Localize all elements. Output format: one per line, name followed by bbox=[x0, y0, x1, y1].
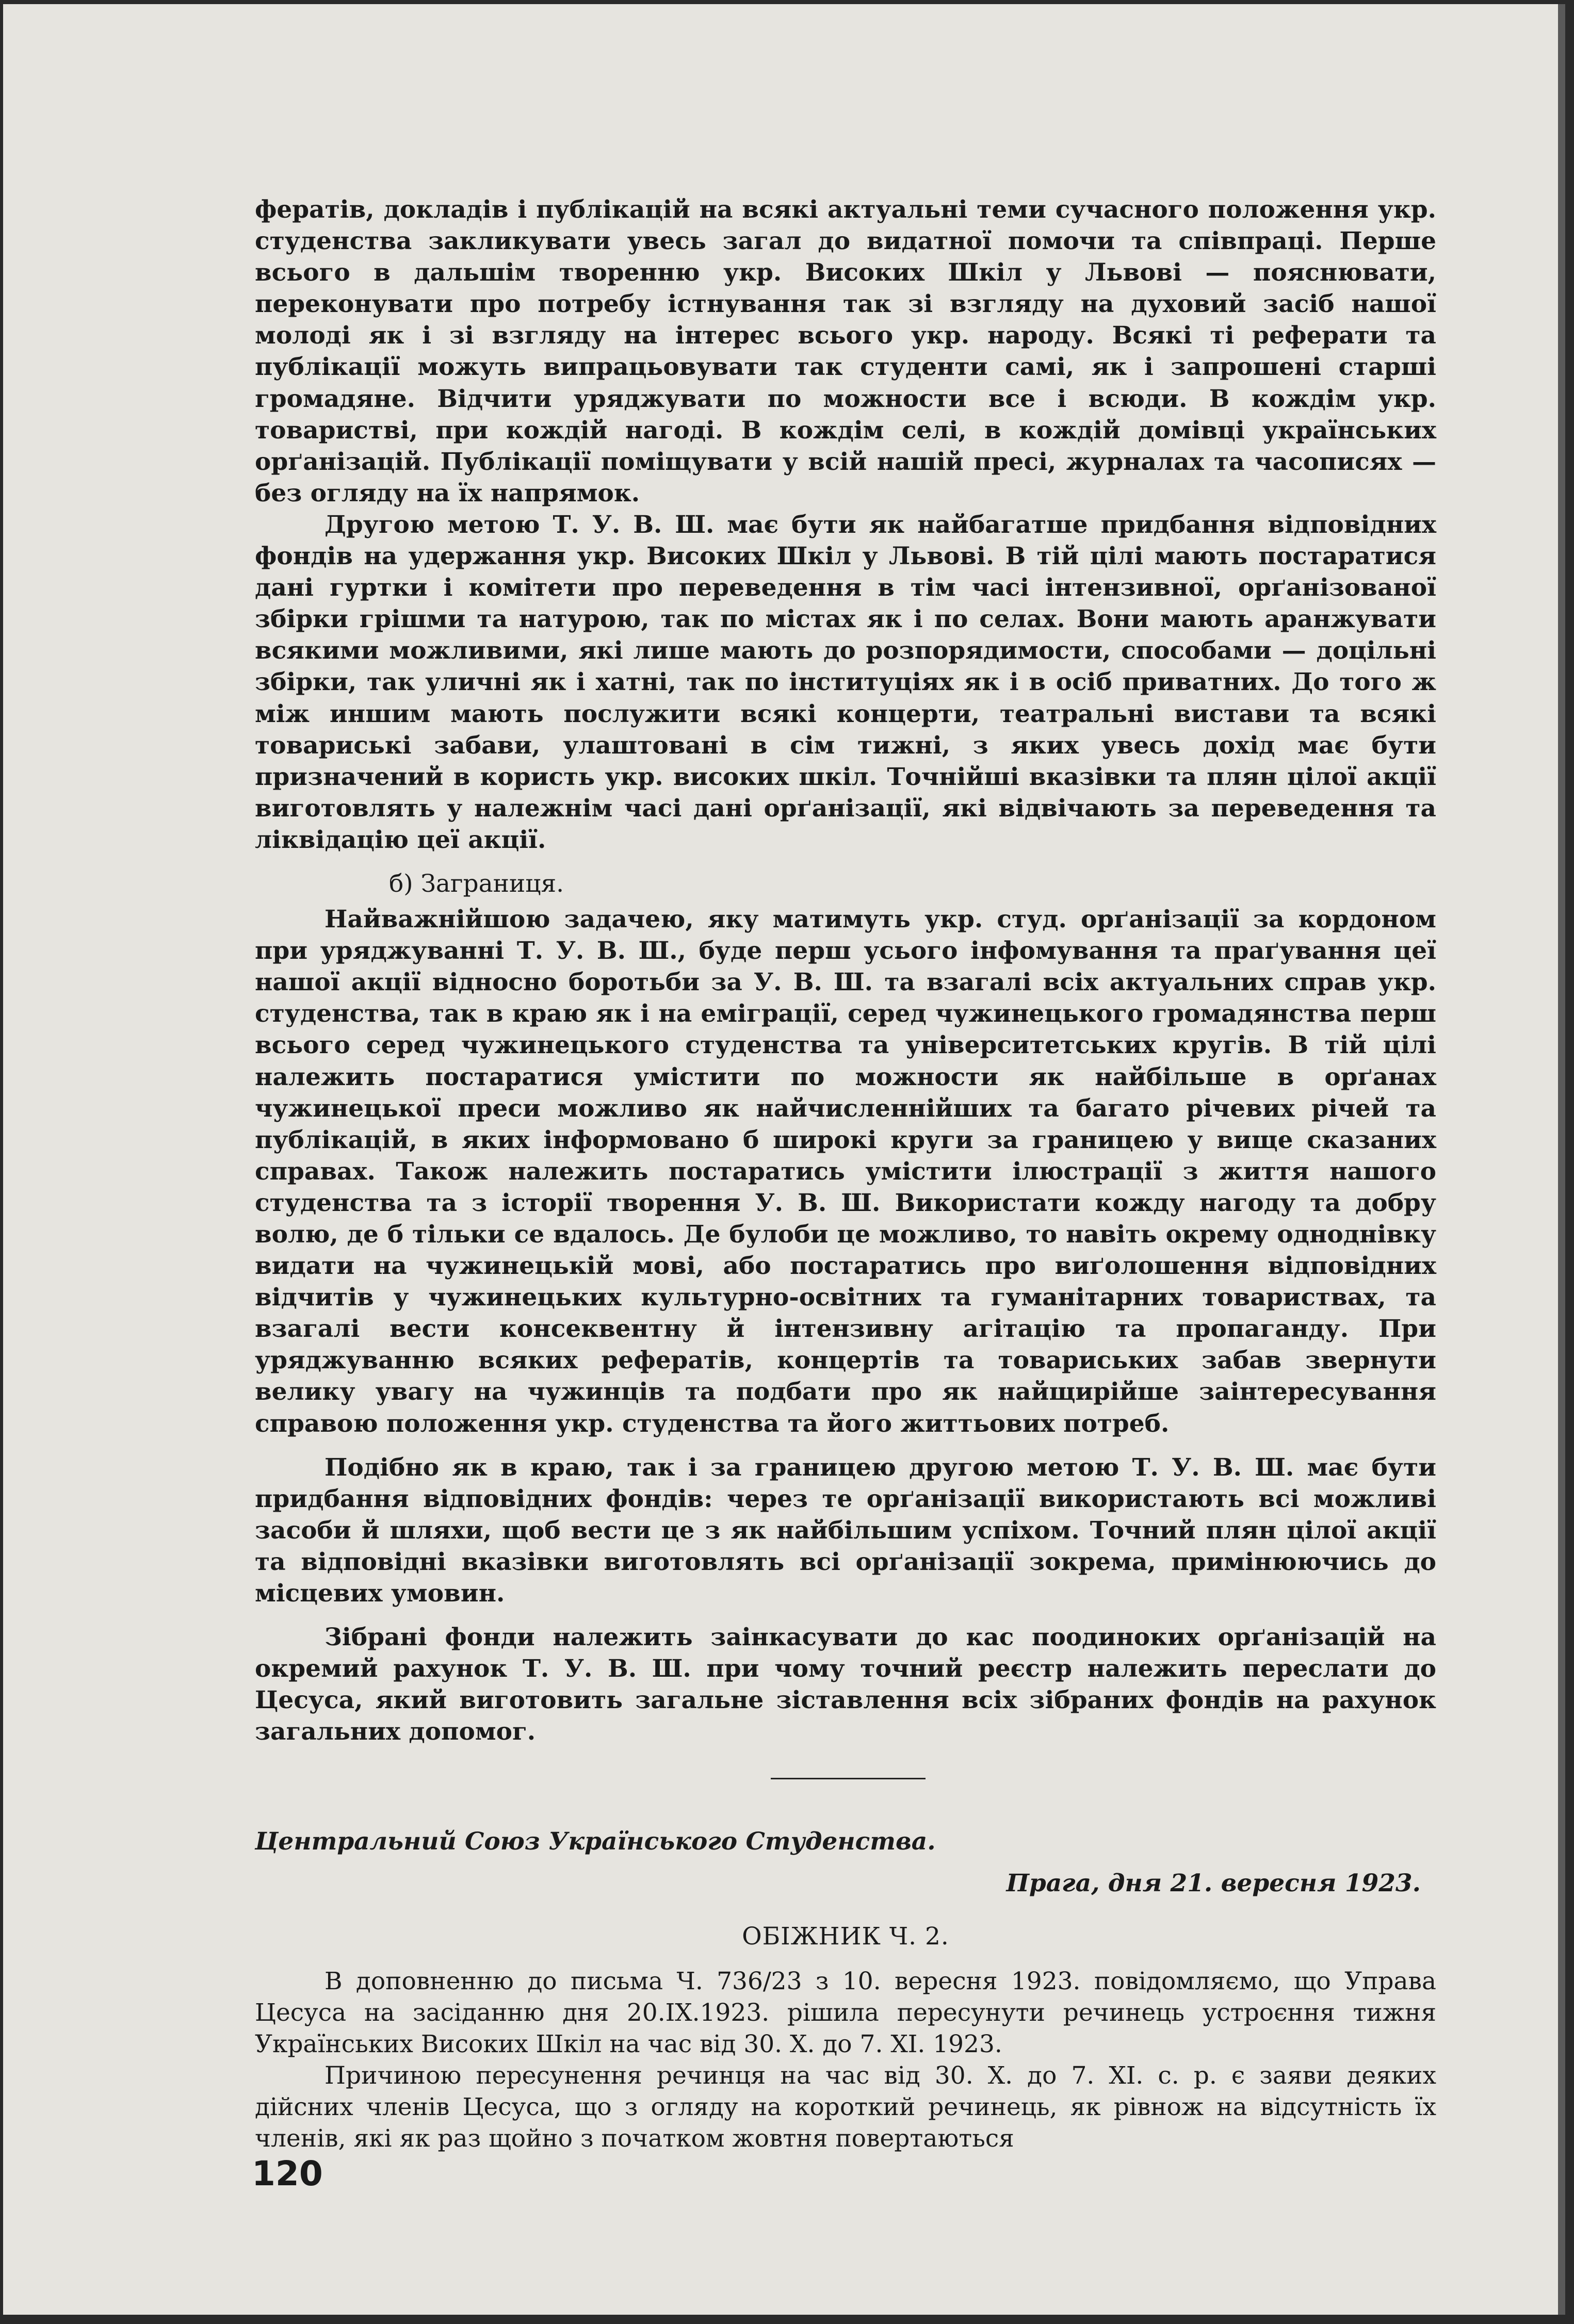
divider-rule bbox=[771, 1778, 926, 1779]
paragraph-6: В доповненню до письма Ч. 736/23 з 10. вересня 1923. повідомляємо, що Управа Цесуса на засіданню дня 20.IX.1923. рішила пересунути речинець устроєння тижня Українських Високих Шкіл на час від 30. X. до 7. XI. 1923. bbox=[255, 1967, 1436, 2058]
organization-line: Центральний Союз Українського Студенства. bbox=[255, 1827, 936, 1856]
paragraph-4: Подібно як в краю, так і за границею другою метою Т. У. В. Ш. має бути придбання відповідних фондів: через те орґанізації використають всі можливі засоби й шляхи, щоб вести це з як найбільшим успіхом. Точний плян цілої акції та відповідні вказівки виготовлять всі орґанізації зокрема, примінюючись до місцевих умовин. bbox=[255, 1453, 1436, 1608]
document-page bbox=[3, 4, 1565, 2315]
section-heading-b: б) Заграниця. bbox=[389, 869, 564, 898]
paragraph-1: ферaтів, докладів і публікацій на всякі актуальні теми сучасного положення укр. студенства закликувати увесь загал до видатної помочи та співпраці. Перше всього в дальшім творенню укр. Високих Шкіл у Львові — пояснювати, переконувати про потребу істнування так зі взгляду на духовий засіб нашої молоді як і зі взгляду на інтерес всього укр. народу. Всякі ті реферати та публікації можуть випрацьовувати так студенти самі, як і запрошені старші громадяне. Відчити уряджувати по можности все і всюди. В кождім укр. товаристві, при кождій нагоді. В кождім селі, в кождій домівці українських орґанізацій. Публікації поміщувати у всій нашій пресі, журналах та часописях — без огляду на їх напрямок. bbox=[255, 195, 1436, 508]
date-line: Прага, дня 21. вересня 1923. bbox=[1006, 1869, 1421, 1897]
paragraph-2: Другою метою Т. У. В. Ш. має бути як найбагатше придбання відповідних фондів на удержання укр. Високих Шкіл у Львові. В тій цілі мають постаратися дані гуртки і комітети про переведення в тім часі інтензивної, орґанізованої збірки грішми та натурою, так по містах як і по селах. Вони мають аранжувати всякими можливими, які лише мають до розпорядимости, способами — доцільні збірки, так уличні як і хатні, так по інституціях як і в осіб приватних. До того ж між иншим мають послужити всякі концерти, театральні вистави та всякі товариські забави, улаштовані в сім тижні, з яких увесь дохід має бути призначений в користь укр. високих шкіл. Точнійші вказівки та плян цілої акції виготовлять у належнім часі дані орґанізації, які відвічають за переведення та ліквідацію цеї акції. bbox=[255, 510, 1436, 854]
circular-title: ОБІЖНИК Ч. 2. bbox=[742, 1922, 949, 1951]
paragraph-3: Найважнійшою задачею, яку матимуть укр. студ. орґанізації за кордоном при уряджуванні Т. У. В. Ш., буде перш усього інфомування та праґування цеї нашої акції відносно боротьби за У. В. Ш. та взагалі всіх актуальних справ укр. студенства, так в краю як і на еміграції, серед чужинецького громадянства перш всього серед чужинецького студенства та університетських кругів. В тій цілі належить постаратися умістити по можности як найбільше в орґанах чужинецької преси можливо як найчисленнійших та багато річевих річей та публікацій, в яких інформовано б широкі круги за границею у вище сказаних справах. Також належить постаратись умістити ілюстрації з життя нашого студенства та з історії творення У. В. Ш. Використати кожду нагоду та добру волю, де б тільки се вдалось. Де булоби це можливо, то навіть окрему одноднівку видати на чужинецькій мові, або постаратись про виґолошення відповідних відчитів у чужинецьких культурно-освітних та гуманітарних товариствах, та взагалі вести консеквентну й інтензивну агітацію та пропаганду. При уряджуванню всяких рефератів, концертів та товариських забав звернути велику увагу на чужинців та подбати про як найщирійше заінтересування справою положення укр. студенства та його життьових потреб. bbox=[255, 905, 1436, 1438]
page-number: 120 bbox=[252, 2154, 323, 2194]
paragraph-5: Зібрані фонди належить заінкасувати до кас поодиноких орґанізацій на окремий рахунок Т. У. В. Ш. при чому точний реєстр належить переслати до Цесуса, який виготовить загальне зіставлення всіх зібраних фондів на рахунок загальних допомог. bbox=[255, 1623, 1436, 1746]
body-text bbox=[255, 194, 1436, 2154]
paragraph-7: Причиною пересунення речинця на час від 30. X. до 7. XI. с. р. є заяви деяких дійсних членів Цесуса, що з огляду на короткий речинець, як рівнож на відсутність їх членів, які як раз щойно з початком жовтня повертаються bbox=[255, 2061, 1436, 2153]
